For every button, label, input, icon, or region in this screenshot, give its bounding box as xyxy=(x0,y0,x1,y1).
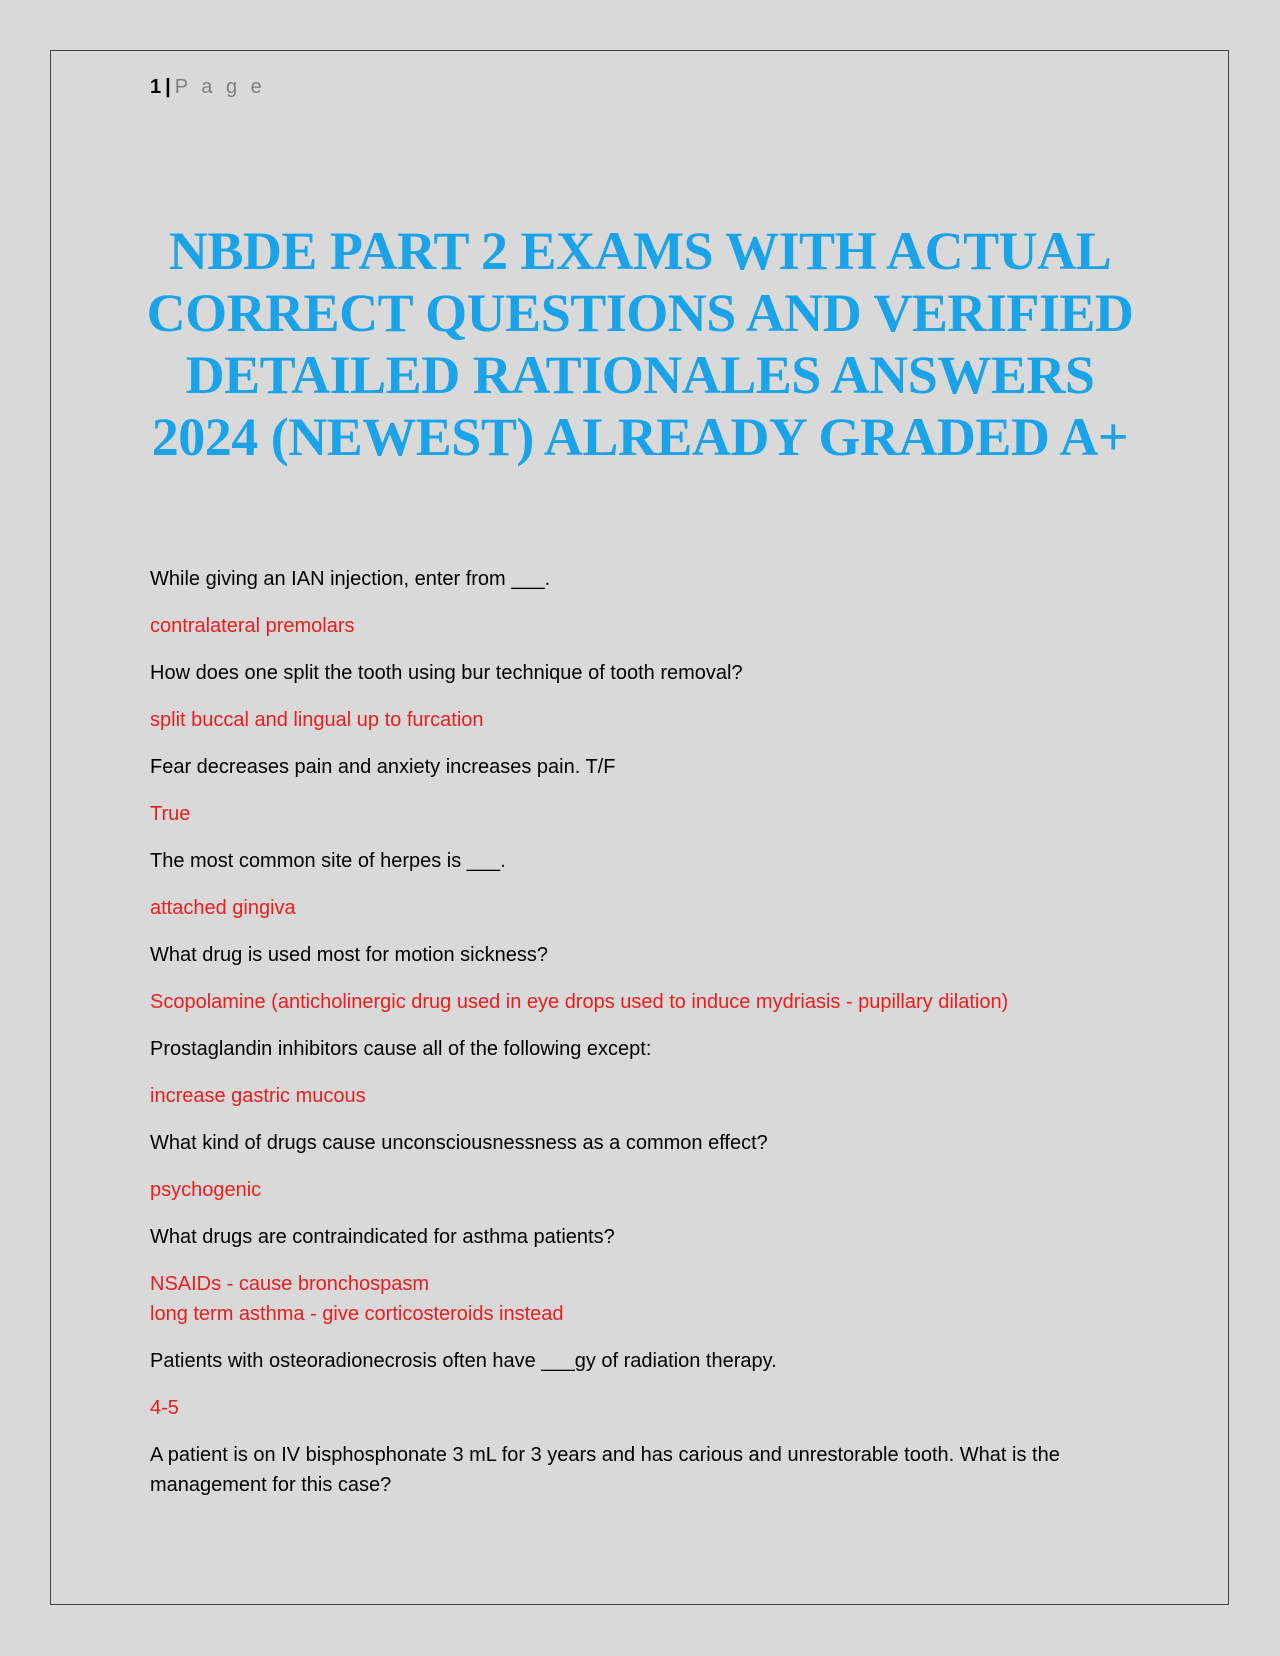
answer xyxy=(150,987,1140,1017)
answer-line: increase gastric mucous xyxy=(150,1085,366,1107)
answer-line: NSAIDs - cause bronchospasm xyxy=(150,1273,430,1295)
question: While giving an IAN injection, enter from ___. xyxy=(150,568,551,590)
answer-line: attached gingiva xyxy=(150,897,296,919)
answer xyxy=(150,1269,1140,1329)
answer xyxy=(150,1081,1140,1111)
answer-line: psychogenic xyxy=(150,1179,262,1201)
answer xyxy=(150,705,1140,735)
answer-line: Scopolamine (anticholinergic drug used in eye drops used to induce mydriasis - pupillary dilation) xyxy=(150,991,1009,1013)
answer-line: contralateral premolars xyxy=(150,615,355,637)
question: A patient is on IV bisphosphonate 3 mL for 3 years and has carious and unrestorable tooth. What is the management for this case? xyxy=(150,1444,1060,1496)
question: What drug is used most for motion sickness? xyxy=(150,944,548,966)
question: How does one split the tooth using bur technique of tooth removal? xyxy=(150,662,743,684)
answer xyxy=(150,1393,1140,1423)
question: Patients with osteoradionecrosis often have ___gy of radiation therapy. xyxy=(150,1350,777,1372)
answer xyxy=(150,893,1140,923)
answer xyxy=(150,799,1140,829)
page-number-value: 1 xyxy=(150,76,162,98)
answer-line: 4-5 xyxy=(150,1397,179,1419)
document-title: NBDE PART 2 EXAMS WITH ACTUAL CORRECT QUESTIONS AND VERIFIED DETAILED RATIONALES ANSWERS 2024 (NEWEST) ALREADY GRADED A+ xyxy=(146,221,1134,467)
answer xyxy=(150,611,1140,641)
question: What drugs are contraindicated for asthma patients? xyxy=(150,1226,615,1248)
page-number xyxy=(150,76,266,99)
page-number-separator: | xyxy=(165,76,171,98)
question: Prostaglandin inhibitors cause all of the following except: xyxy=(150,1038,652,1060)
page-number-label: P a g e xyxy=(174,76,266,98)
question: The most common site of herpes is ___. xyxy=(150,850,506,872)
question: Fear decreases pain and anxiety increases pain. T/F xyxy=(150,756,616,778)
answer-line: split buccal and lingual up to furcation xyxy=(150,709,484,731)
question: What kind of drugs cause unconsciousnessness as a common effect? xyxy=(150,1132,768,1154)
answer-line: True xyxy=(150,803,191,825)
qa-list xyxy=(150,564,1140,1517)
answer-line: long term asthma - give corticosteroids instead xyxy=(150,1303,564,1325)
answer xyxy=(150,1175,1140,1205)
